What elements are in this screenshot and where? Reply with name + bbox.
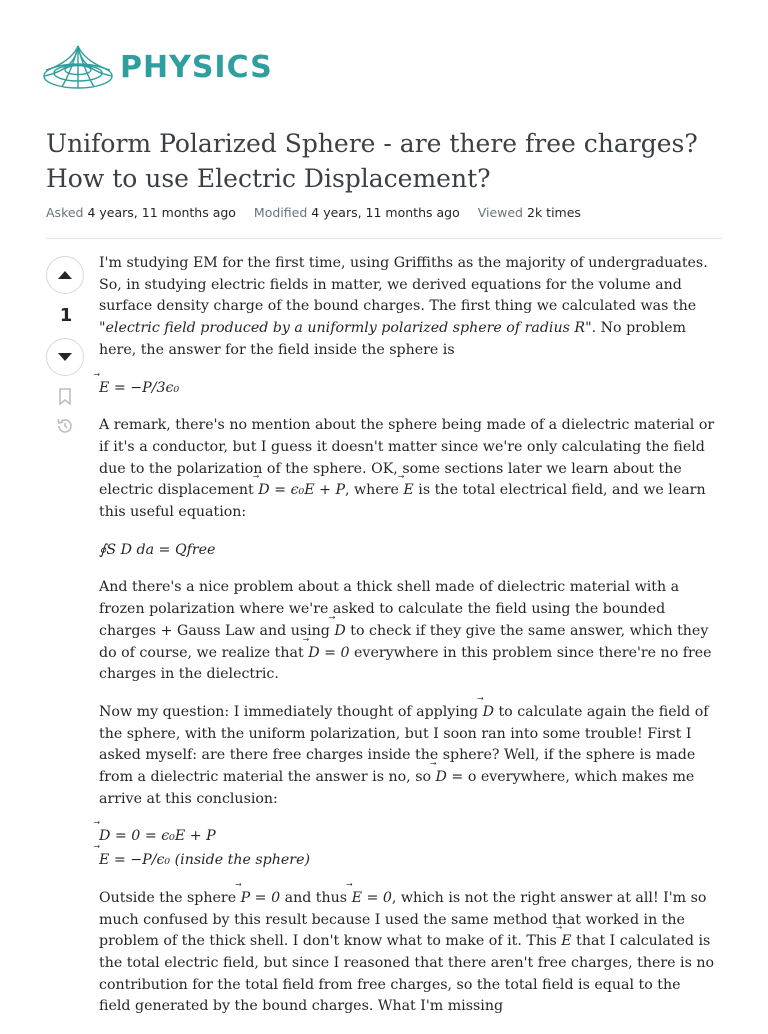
question-title[interactable]: Uniform Polarized Sphere - are there free charges? How to use Electric Displacement? [46,129,698,193]
viewed-label: Viewed [477,205,523,220]
equation-1: ⃗ E = −P/3ϵ₀ [99,378,715,400]
bookmark-button[interactable] [46,388,84,406]
mesh-funnel-icon [42,42,114,92]
arrow-down-icon [57,352,73,362]
vote-cell [46,256,86,436]
question-meta [46,205,595,220]
modified-value[interactable]: 4 years, 11 months ago [311,205,460,220]
upvote-button[interactable] [46,256,84,294]
paragraph: Now my question: I immediately thought of applying ⃗ D to calculate again the field of the sphere, with the uniform polarization, but I soon ran into some trouble! First I asked myself: are there free charges inside the sphere? Well, if the sphere is made from a dielectric material the answer is no, so ⃗ D = o everywhere, which makes me arrive at this conclusion: [99,702,715,811]
equation-4: ⃗ E = −P/ϵ₀ (inside the sphere) [99,850,715,872]
paragraph: And there's a nice problem about a thick shell made of dielectric material with a frozen polarization where we're asked to calculate the field using the bounded charges + Gauss Law and using ⃗ D to check if they give the same answer, which they do of course, we realize that ⃗ D = 0 everywhere in this problem since there're no free charges in the dielectric. [99,577,715,686]
site-name: PHYSICS [120,49,273,85]
downvote-button[interactable] [46,338,84,376]
equation-2: ∮S D da = Qfree [99,541,216,558]
vote-count: 1 [59,305,73,326]
divider [46,238,722,239]
modified-label: Modified [253,205,308,220]
history-button[interactable] [46,416,84,436]
bookmark-icon [58,388,72,406]
paragraph: Outside the sphere ⃗ P = 0 and thus ⃗ E = 0, which is not the right answer at all! I'm so much confused by this result because I used the same method that worked in the problem of the thick shell. I don't know what to make of it. This ⃗ E that I calculated is the total electric field, but since I reasoned that there aren't free charges, there is no contribution for the total field from free charges, so the total field is equal to the field generated by the bound charges. What I'm missing [99,888,715,1018]
question-body [99,253,715,1034]
site-logo[interactable] [42,42,273,92]
asked-label: Asked [46,205,84,220]
paragraph: A remark, there's no mention about the sphere being made of a dielectric material or if it's a conductor, but I guess it doesn't matter since we're only calculating the field due to the polarization of the sphere. OK, some sections later we learn about the electric displacement ⃗ D = ϵ₀E + P, where ⃗ E is the total electrical field, and we learn this useful equation: [99,415,715,524]
emphasis: electric field produced by a uniformly polarized sphere of radius R [105,320,586,337]
viewed-value: 2k times [527,205,581,220]
equation-3: ⃗ D = 0 = ϵ₀E + P [99,826,715,848]
paragraph: I'm studying EM for the first time, using Griffiths as the majority of undergraduates. So, in studying electric fields in matter, we derived equations for the volume and surface density charge of the bound charges. The first thing we calculated was the "electric field produced by a uniformly polarized sphere of radius R". No problem here, the answer for the field inside the sphere is [99,255,708,358]
asked-value[interactable]: 4 years, 11 months ago [87,205,236,220]
arrow-up-icon [57,270,73,280]
history-icon [55,416,75,436]
